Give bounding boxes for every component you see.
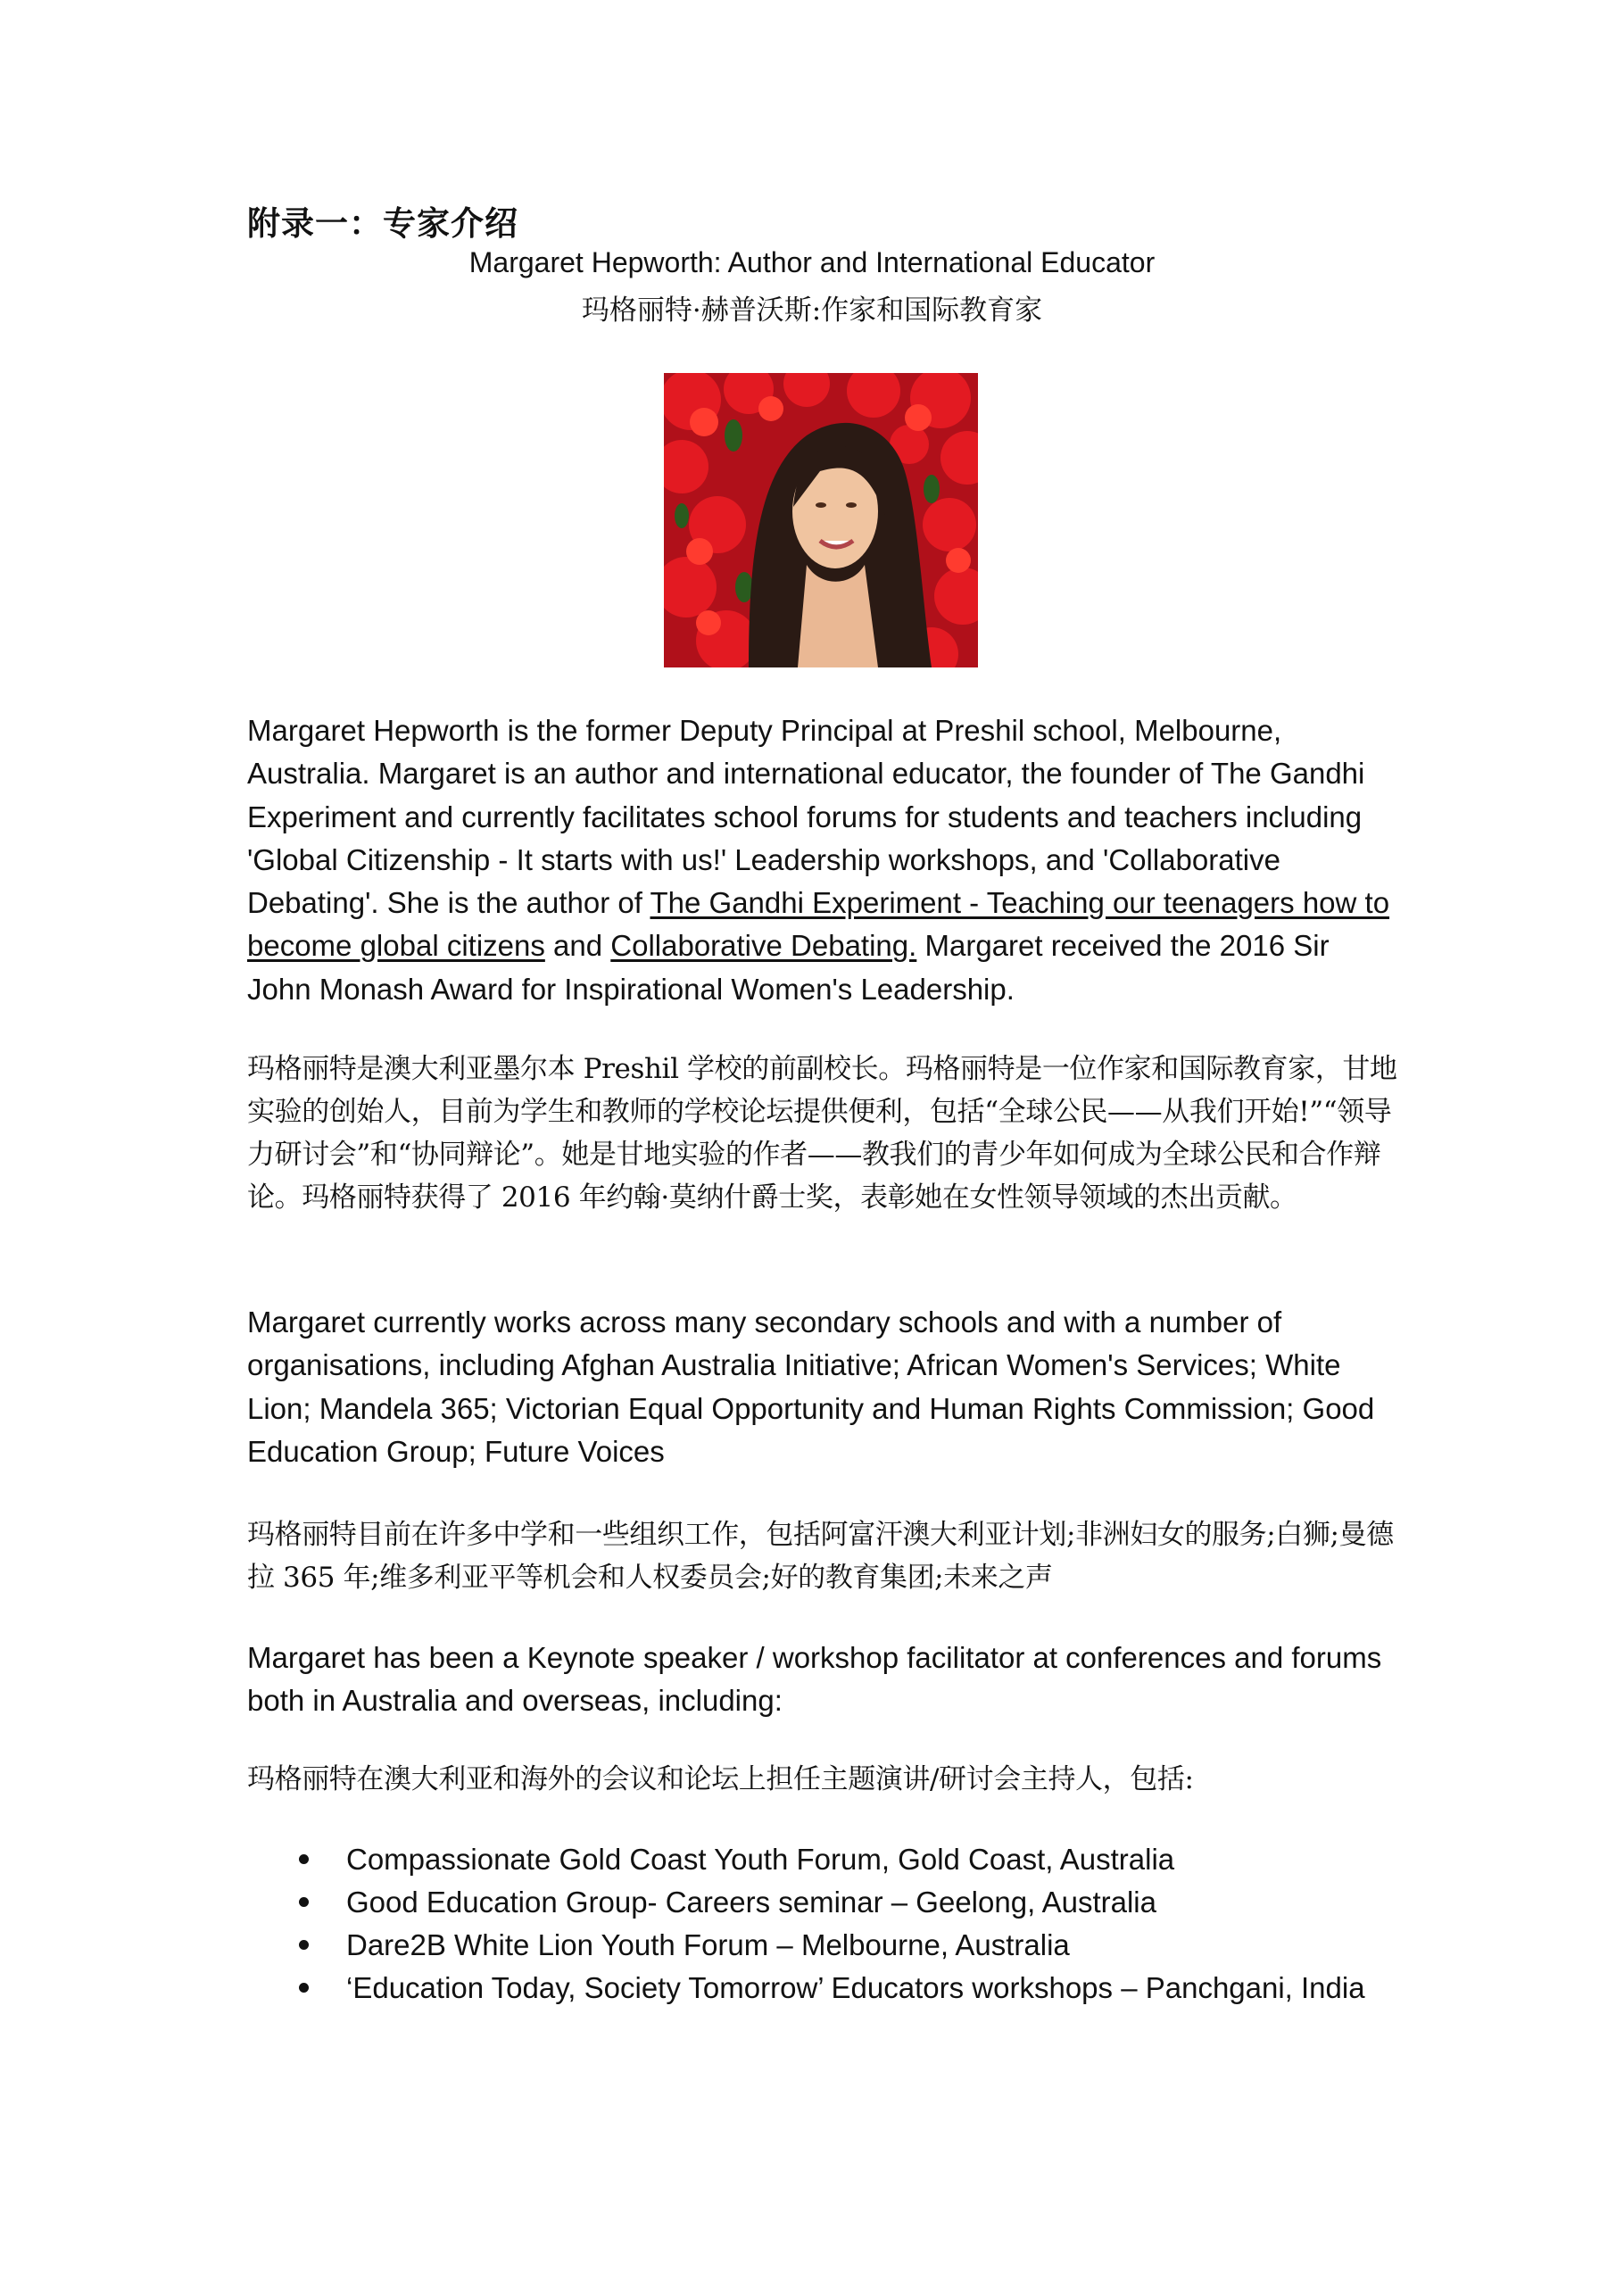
bullet-icon: [299, 1854, 309, 1864]
list-item: [247, 1924, 1398, 1967]
bullet-icon: [299, 1940, 309, 1950]
event-label: Good Education Group- Careers seminar – Geelong, Australia: [346, 1886, 1156, 1919]
keynote-chinese: 玛格丽特在澳大利亚和海外的会议和论坛上担任主题演讲/研讨会主持人，包括:: [247, 1763, 1194, 1795]
event-label: Compassionate Gold Coast Youth Forum, Gold Coast, Australia: [346, 1843, 1175, 1876]
bullet-icon: [299, 1983, 309, 1993]
bio-english-and: and: [544, 929, 611, 963]
page-heading: 附录一：专家介绍: [247, 203, 518, 243]
list-item: [247, 1967, 1398, 2010]
bio-english: [247, 709, 1398, 1011]
portrait-photo: [664, 373, 978, 667]
event-label: Dare2B White Lion Youth Forum – Melbourne, Australia: [346, 1928, 1070, 1961]
bio-english-text: Margaret Hepworth is the former Deputy Principal at Preshil school, Melbourne, Australia. Margaret is an author and international educator, the founder of The Gandhi Experiment and currently facilitates school forums for students and teachers including 'Global Citizenship - It starts with us!' Leadership workshops, and 'Collaborative Debating'. She is the author of: [247, 714, 1365, 920]
bullet-icon: [299, 1897, 309, 1907]
keynote-english: Margaret has been a Keynote speaker / workshop facilitator at conferences and forums both in Australia and overseas, including:: [247, 1641, 1382, 1718]
book-collaborative-debating-link[interactable]: Collaborative Debating.: [610, 929, 917, 963]
book-gandhi-experiment-link[interactable]: The Gandhi Experiment - Teaching our teenagers how to become global citizens: [247, 886, 1390, 963]
organisations-chinese: 玛格丽特目前在许多中学和一些组织工作，包括阿富汗澳大利亚计划;非洲妇女的服务;白狮;曼德拉 365 年;维多利亚平等机会和人权委员会;好的教育集团;未来之声: [247, 1519, 1394, 1594]
subtitle-english: Margaret Hepworth: Author and International Educator: [468, 246, 1156, 278]
bio-english-award: Margaret received the 2016 Sir John Monash Award for Inspirational Women's Leadership.: [247, 929, 1330, 1006]
organisations-english: Margaret currently works across many secondary schools and with a number of organisations, including Afghan Australia Initiative; African Women's Services; White Lion; Mandela 365; Victorian Equal Opportunity and Human Rights Commission; Good Education Group; Future Voices: [247, 1305, 1375, 1468]
list-item: [247, 1881, 1398, 1924]
bio-chinese: 玛格丽特是澳大利亚墨尔本 Preshil 学校的前副校长。玛格丽特是一位作家和国际教育家，甘地实验的创始人，目前为学生和教师的学校论坛提供便利，包括“全球公民——从我们开始!”“领导力研讨会”和“协同辩论”。她是甘地实验的作者——教我们的青少年如何成为全球公民和合作辩论。玛格丽特获得了 2016 年约翰·莫纳什爵士奖，表彰她在女性领导领域的杰出贡献。: [247, 1053, 1397, 1214]
events-list: [247, 1838, 1398, 2010]
list-item: [247, 1838, 1398, 1881]
event-label: ‘Education Today, Society Tomorrow’ Educators workshops – Panchgani, India: [346, 1971, 1365, 2004]
subtitle-chinese: 玛格丽特·赫普沃斯:作家和国际教育家: [581, 294, 1043, 327]
